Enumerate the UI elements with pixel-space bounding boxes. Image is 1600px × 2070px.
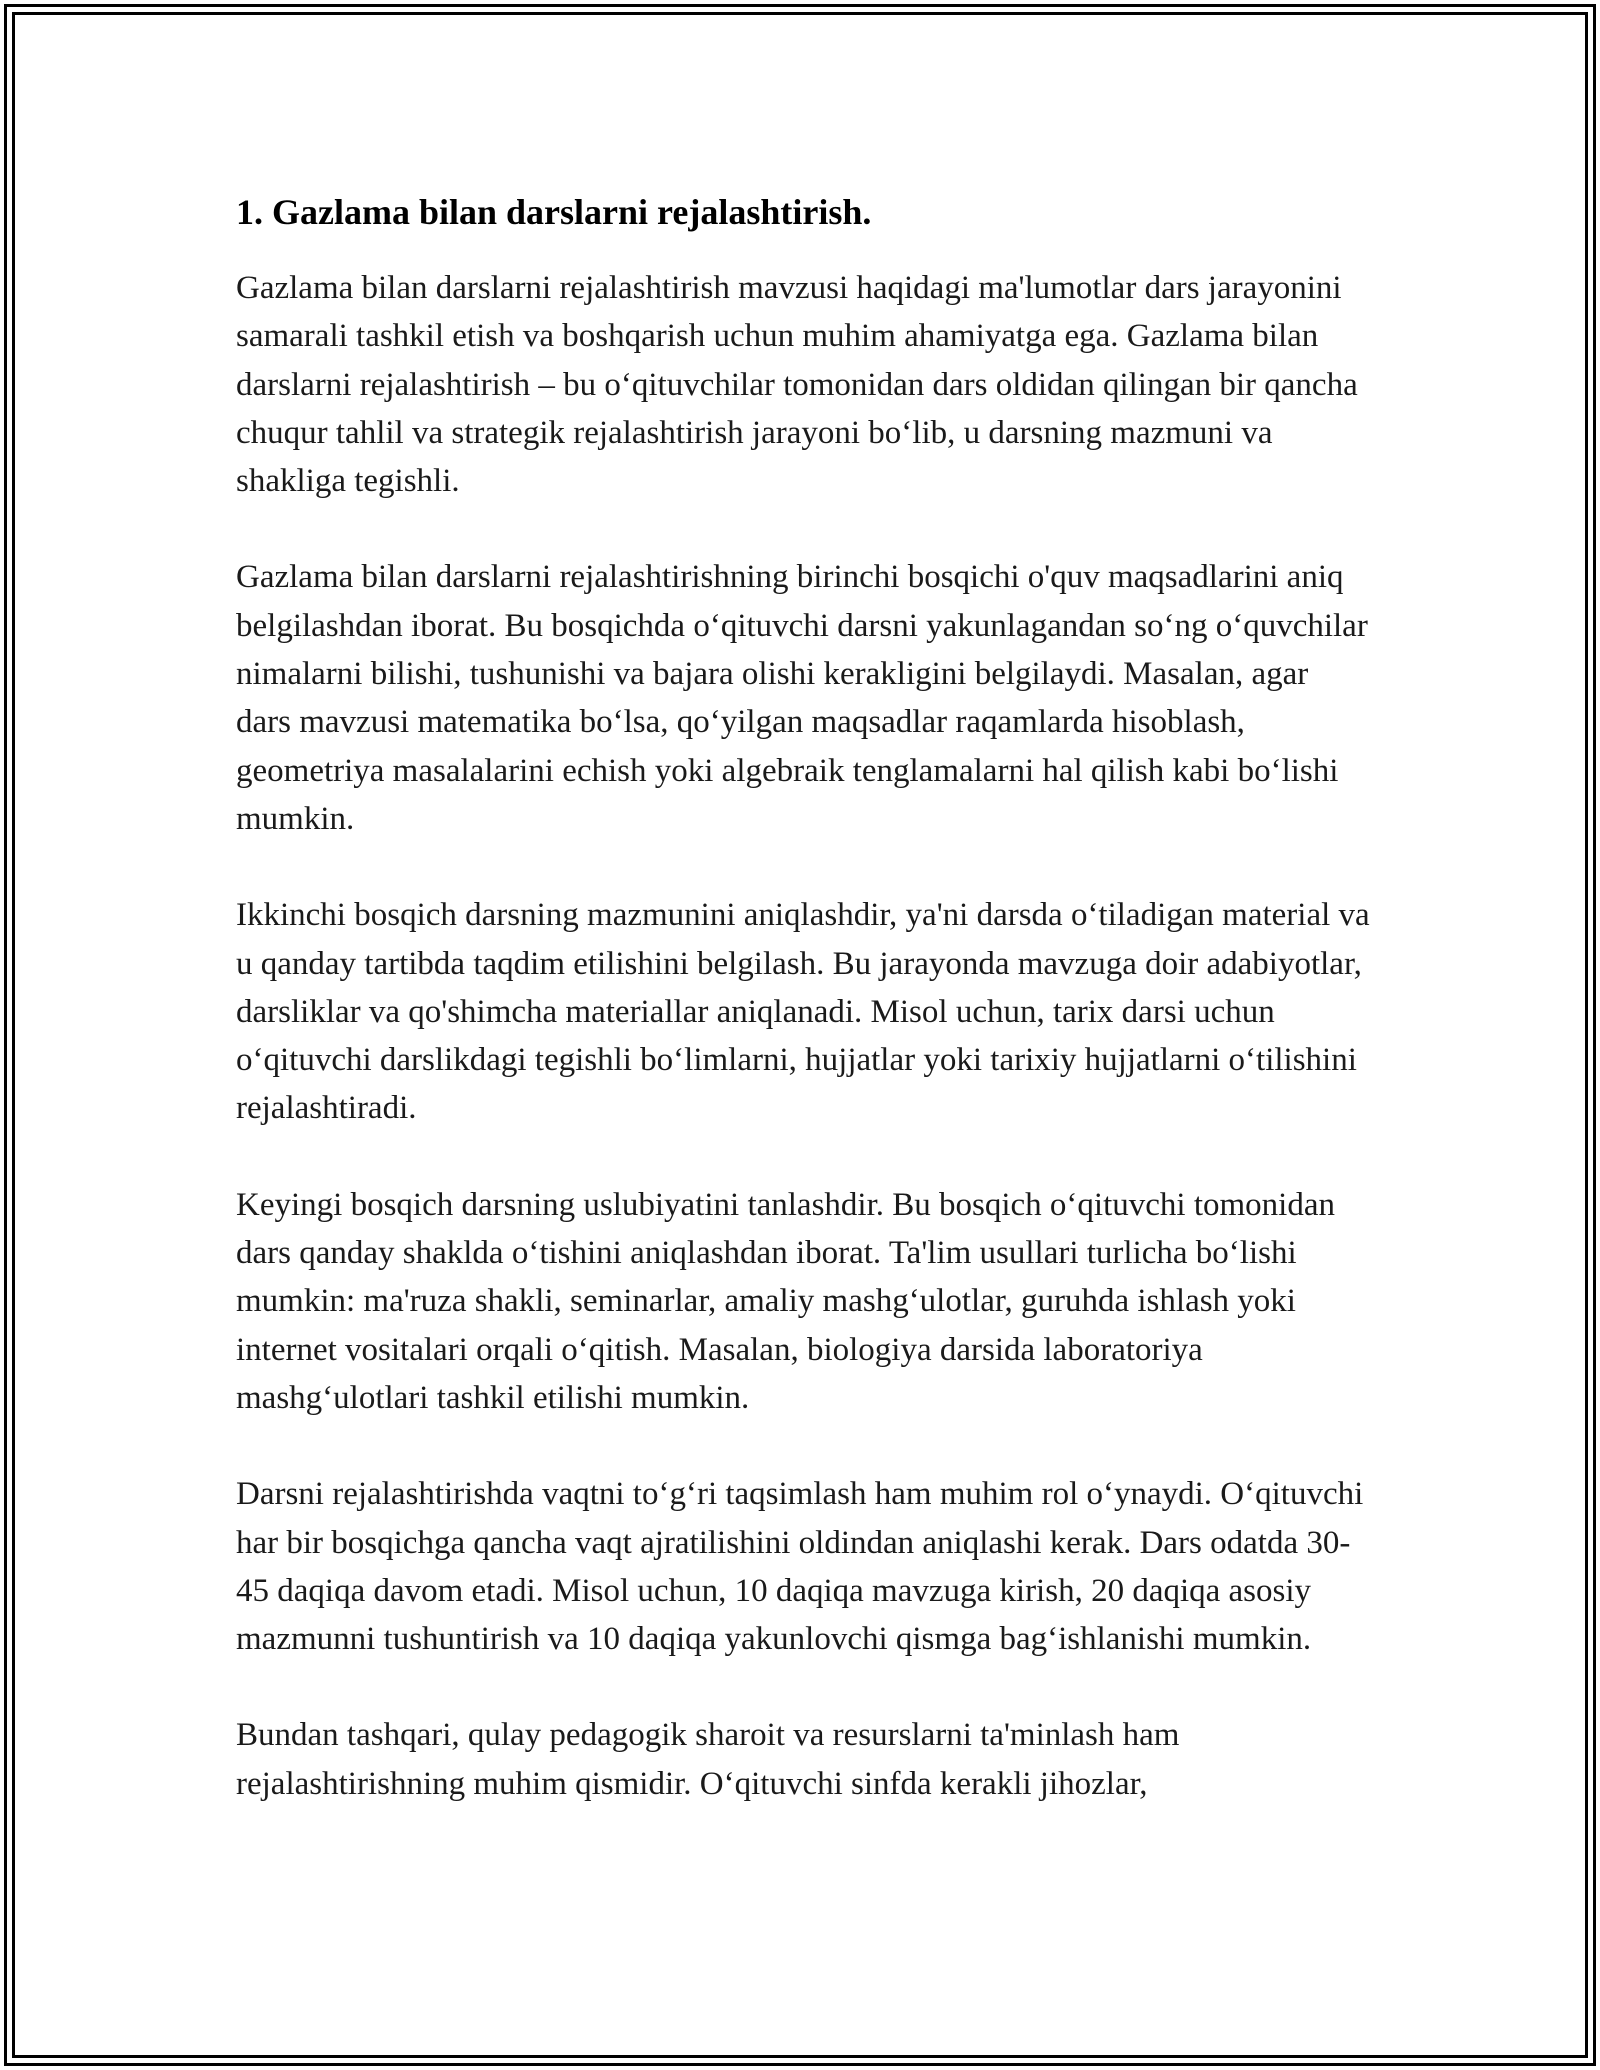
paragraph-3: Ikkinchi bosqich darsning mazmunini aniqlashdir, ya'ni darsda oʻtiladigan material va u qanday tartibda taqdim etilishini belgilash. Bu jarayonda mavzuga doir adabiyotlar, darsliklar va qo'shimcha materiallar aniqlanadi. Misol uchun, tarix darsi uchun oʻqituvchi darslikdagi tegishli boʻlimlarni, hujjatlar yoki tarixiy hujjatlarni oʻtilishini rejalashtiradi. xyxy=(236,897,1370,1127)
paragraph-2: Gazlama bilan darslarni rejalashtirishning birinchi bosqichi o'quv maqsadlarini aniq belgilashdan iborat. Bu bosqichda oʻqituvchi darsni yakunlagandan soʻng oʻquvchilar nimalarni bilishi, tushunishi va bajara olishi kerakligini belgilaydi. Masalan, agar dars mavzusi matematika boʻlsa, qoʻyilgan maqsadlar raqamlarda hisoblash, geometriya masalalarini echish yoki algebraik tenglamalarni hal qilish kabi boʻlishi mumkin. xyxy=(236,559,1368,837)
paragraph-4: Keyingi bosqich darsning uslubiyatini tanlashdir. Bu bosqich oʻqituvchi tomonidan dars qanday shaklda oʻtishini aniqlashdan iborat. Ta'lim usullari turlicha boʻlishi mumkin: ma'ruza shakli, seminarlar, amaliy mashgʻulotlar, guruhda ishlash yoki internet vositalari orqali oʻqitish. Masalan, biologiya darsida laboratoriya mashgʻulotlari tashkil etilishi mumkin. xyxy=(236,1186,1335,1416)
document-body xyxy=(236,188,1371,1856)
paragraph-1: Gazlama bilan darslarni rejalashtirish mavzusi haqidagi ma'lumotlar dars jarayonini samarali tashkil etish va boshqarish uchun muhim ahamiyatga ega. Gazlama bilan darslarni rejalashtirish – bu oʻqituvchilar tomonidan dars oldidan qilingan bir qancha chuqur tahlil va strategik rejalashtirish jarayoni boʻlib, u darsning mazmuni va shakliga tegishli. xyxy=(236,270,1358,500)
paragraph-list xyxy=(236,264,1371,1808)
paragraph-5: Darsni rejalashtirishda vaqtni toʻgʻri taqsimlash ham muhim rol oʻynaydi. Oʻqituvchi har bir bosqichga qancha vaqt ajratilishini oldindan aniqlashi kerak. Dars odatda 30-45 daqiqa davom etadi. Misol uchun, 10 daqiqa mavzuga kirish, 20 daqiqa asosiy mazmunni tushuntirish va 10 daqiqa yakunlovchi qismga bagʻishlanishi mumkin. xyxy=(236,1476,1364,1658)
paragraph-6: Bundan tashqari, qulay pedagogik sharoit va resurslarni ta'minlash ham rejalashtirishning muhim qismidir. Oʻqituvchi sinfda kerakli jihozlar, xyxy=(236,1717,1180,1802)
section-heading: 1. Gazlama bilan darslarni rejalashtirish. xyxy=(236,192,872,232)
